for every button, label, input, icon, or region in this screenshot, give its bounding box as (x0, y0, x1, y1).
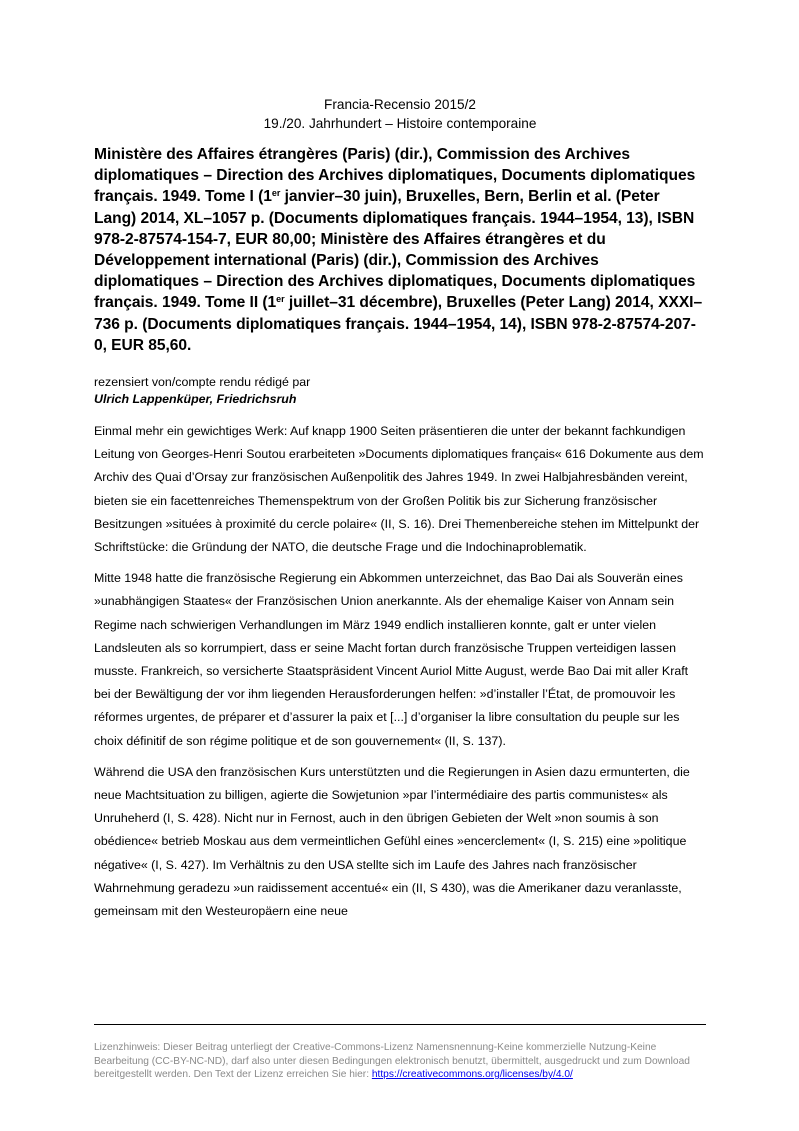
journal-title: Francia-Recensio 2015/2 (324, 97, 476, 112)
review-body (94, 420, 706, 923)
title-superscript-1: er (271, 188, 281, 199)
footer-divider (94, 1024, 706, 1025)
paragraph: Mitte 1948 hatte die französische Regierung ein Abkommen unterzeichnet, das Bao Dai als Souverän eines »unabhängigen Staates« der Französischen Union anerkannte. Als der ehemalige Kaiser von Annam sein Regime nach schwierigen Verhandlungen im März 1949 endlich installieren konnte, galt er unter vielen Landsleuten als so korrumpiert, dass er seine Macht fortan durch französische Truppen verteidigen lassen musste. Frankreich, so versicherte Staatspräsident Vincent Auriol Mitte August, werde Bao Dai mit aller Kraft bei der Bewältigung der vor ihm liegenden Herausforderungen helfen: »d’installer l’État, de promouvoir les réformes urgentes, de préparer et d’assurer la paix et [...] d’organiser la libre consultation du peuple sur les choix définitif de son régime politique et de son gouvernement« (II, S. 137). (94, 571, 689, 748)
title-superscript-2: er (276, 294, 285, 305)
page-header (94, 95, 706, 133)
review-title (94, 144, 706, 356)
reviewer-name: Ulrich Lappenküper, Friedrichsruh (94, 391, 297, 406)
reviewer-block (94, 374, 706, 407)
paragraph: Einmal mehr ein gewichtiges Werk: Auf knapp 1900 Seiten präsentieren die unter der bekannt fachkundigen Leitung von Georges-Henri Soutou erarbeiteten »Documents diplomatiques français« 616 Dokumente aus dem Archiv des Quai d’Orsay zur französischen Außenpolitik des Jahres 1949. In zwei Halbjahresbänden vereint, bieten sie ein facettenreiches Themenspektrum von der Großen Politik bis zur Sicherung französischer Besitzungen »situées à proximité du cercle polaire« (II, S. 16). Drei Themenbereiche stehen im Mittelpunkt der Schriftstücke: die Gründung der NATO, die deutsche Frage und die Indochinaproblematik. (94, 424, 704, 555)
title-part-2: janvier–30 juin), Bruxelles, Bern, Berlin et al. (Peter Lang) 2014, XL–1057 p. (Documents diplomatiques français. 1944–1954, 13), ISBN 978-2-87574-154-7, EUR 80,00; Ministère des Affaires étrangères et du Développement international (Paris) (dir.), Commission des Archives diplomatiques – Direction des Archives diplomatiques, Documents diplomatiques français. 1949. Tome II (1 (94, 188, 696, 312)
license-note (94, 1041, 706, 1082)
license-text: Lizenzhinweis: Dieser Beitrag unterliegt der Creative-Commons-Lizenz Namensnennung-Keine kommerzielle Nutzung-Keine Bearbeitung (CC-BY-NC-ND), darf also unter diesen Bedingungen elektronisch benutzt, übermittelt, ausgedruckt und zum Download bereitgestellt werden. Den Text der Lizenz erreichen Sie hier: (94, 1042, 690, 1080)
document-page (94, 0, 706, 931)
reviewer-label: rezensiert von/compte rendu rédigé par (94, 375, 311, 390)
title-part-1: Ministère des Affaires étrangères (Paris) (dir.), Commission des Archives diplomatiques – Direction des Archives diplomatiques, Documents diplomatiques français. 1949. Tome I (1 (94, 146, 696, 206)
title-part-3: juillet–31 décembre), Bruxelles (Peter Lang) 2014, XXXI–736 p. (Documents diplomatiques français. 1944–1954, 14), ISBN 978-2-87574-207-0, EUR 85,60. (94, 294, 703, 354)
license-link[interactable]: https://creativecommons.org/licenses/by/4.0/ (371, 1069, 573, 1080)
section-title: 19./20. Jahrhundert – Histoire contemporaine (263, 116, 537, 131)
paragraph: Während die USA den französischen Kurs unterstützten und die Regierungen in Asien dazu ermunterten, die neue Machtsituation zu billigen, agierte die Sowjetunion »par l’intermédiaire des partis communistes« als Unruheherd (I, S. 428). Nicht nur in Fernost, auch in den übrigen Gebieten der Welt »non soumis à son obédience« betrieb Moskau aus dem vermeintlichen Gefühl eines »encerclement« (I, S. 215) eine »politique négative« (I, S. 427). Im Verhältnis zu den USA stellte sich im Laufe des Jahres nach französischer Wahrnehmung geradezu »un raidissement accentué« ein (II, S 430), was die Amerikaner dazu veranlasste, gemeinsam mit den Westeuropäern eine neue (94, 764, 690, 919)
